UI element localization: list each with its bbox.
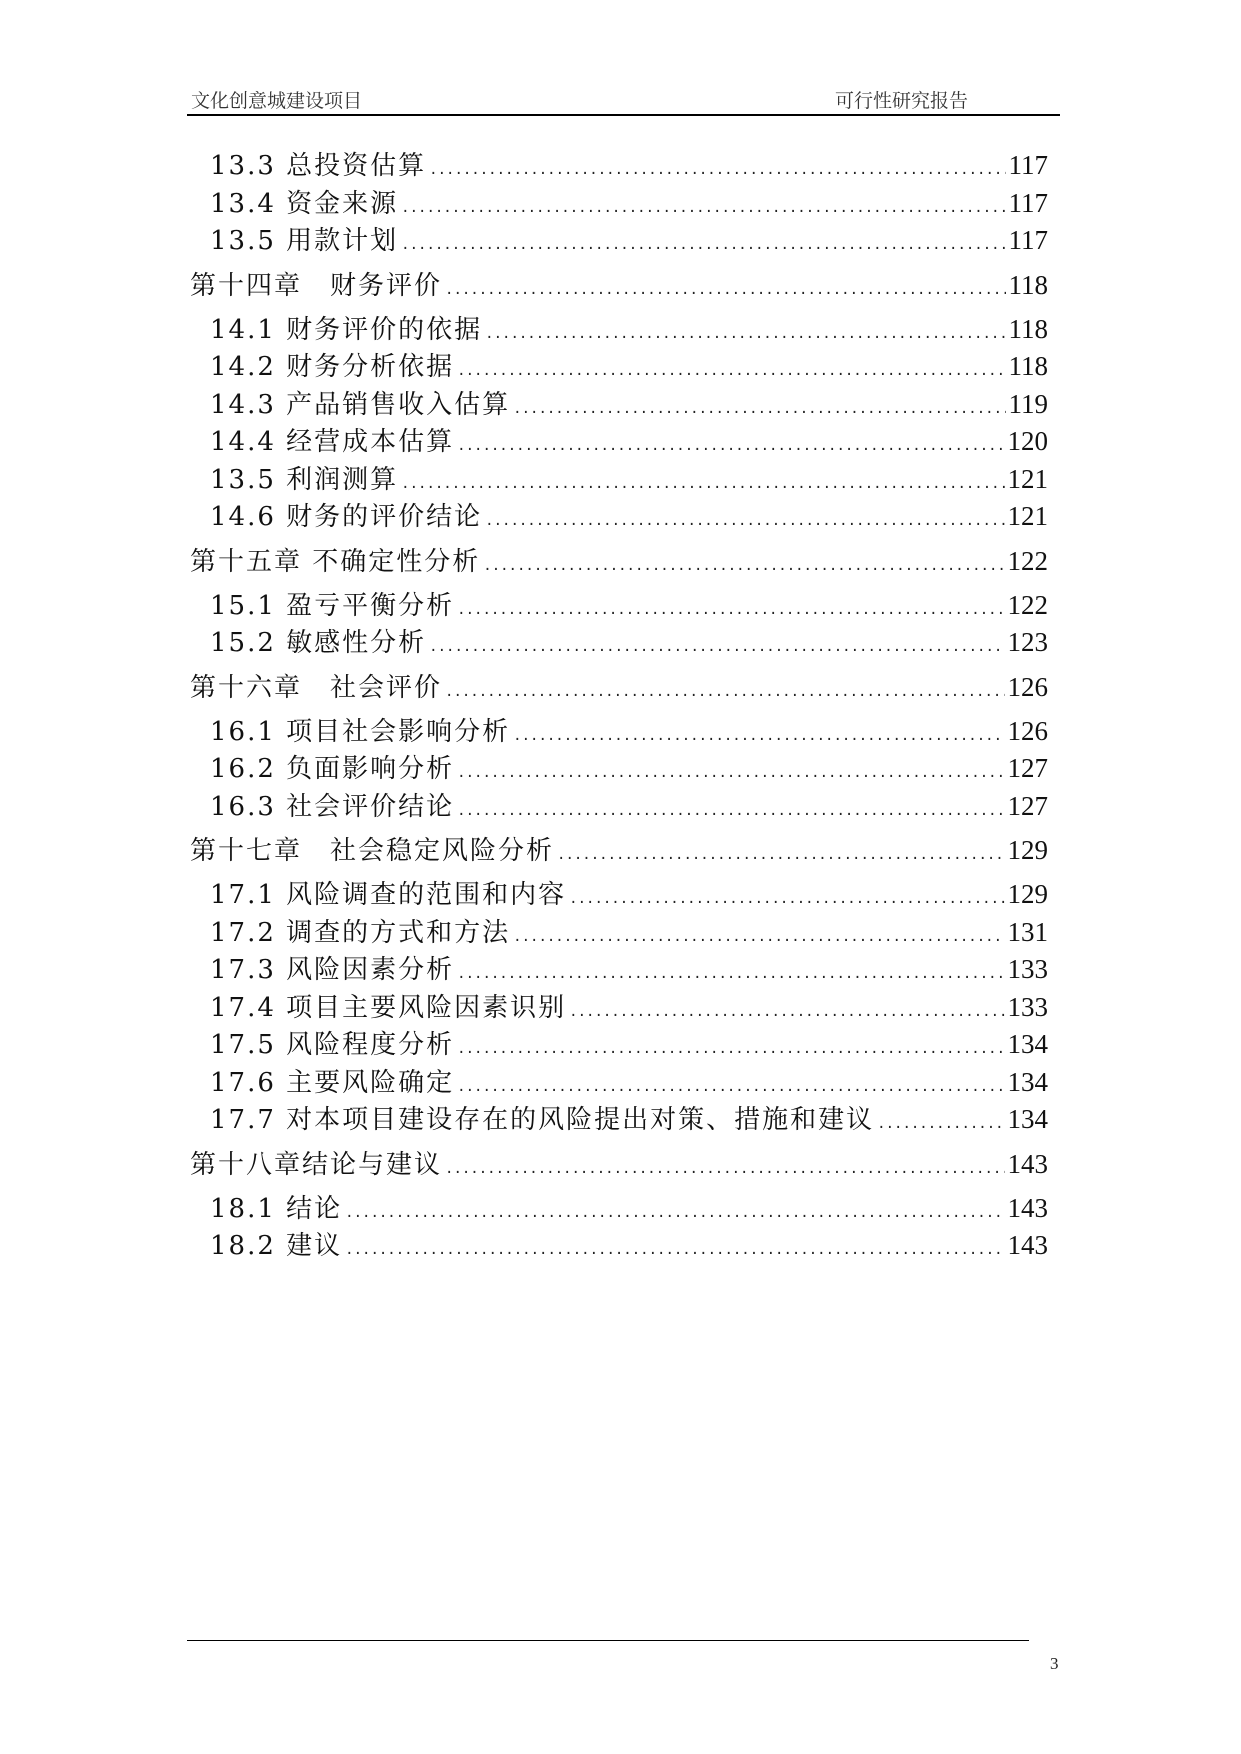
toc-entry-page: 123 [1007,627,1048,657]
toc-entry-page: 118 [1008,269,1048,300]
toc-entry-page: 118 [1008,313,1048,344]
toc-dot-leader [569,881,1004,914]
toc-entry-title: 18.1 结论 [210,1193,343,1224]
toc-chapter-entry[interactable] [190,662,1048,713]
toc-entry-title: 16.1 项目社会影响分析 [210,716,511,747]
toc-entry-title: 17.5 风险程度分析 [210,1030,455,1060]
toc-dot-leader [485,503,1004,536]
toc-dot-leader [445,265,1005,311]
toc-dot-leader [483,541,1004,587]
toc-chapter-entry[interactable] [190,825,1048,876]
toc-dot-leader [457,428,1004,461]
toc-dot-leader [457,1069,1004,1102]
toc-section-entry[interactable] [190,788,1048,826]
toc-entry-title: 14.4 经营成本估算 [210,427,455,457]
toc-section-entry[interactable] [190,1064,1048,1102]
toc-entry-title: 第十七章 社会稳定风险分析 [190,836,555,866]
toc-section-entry[interactable] [190,311,1048,349]
toc-section-entry[interactable] [190,914,1048,952]
toc-dot-leader [401,190,1005,223]
toc-dot-leader [345,1195,1004,1228]
toc-section-entry[interactable] [190,1190,1048,1228]
toc-dot-leader [429,152,1005,185]
toc-entry-page: 143 [1007,1148,1048,1179]
toc-entry-title: 17.3 风险因素分析 [210,955,455,985]
toc-dot-leader [429,629,1004,662]
toc-section-entry[interactable] [190,423,1048,461]
toc-dot-leader [457,592,1004,625]
toc-dot-leader [401,466,1004,499]
toc-entry-page: 143 [1007,1192,1048,1223]
toc-section-entry[interactable] [190,750,1048,788]
toc-dot-leader [513,919,1004,952]
toc-section-entry[interactable] [190,951,1048,989]
toc-chapter-entry[interactable] [190,260,1048,311]
header-report-type: 可行性研究报告 [834,90,968,112]
toc-entry-page: 133 [1007,954,1048,984]
toc-entry-title: 15.1 盈亏平衡分析 [210,590,455,621]
toc-entry-title: 16.3 社会评价结论 [210,791,455,822]
toc-entry-page: 129 [1007,835,1048,865]
toc-entry-page: 126 [1007,671,1048,702]
toc-entry-title: 14.3 产品销售收入估算 [210,389,511,420]
toc-section-entry[interactable] [190,1026,1048,1064]
toc-entry-title: 14.2 财务分析依据 [210,352,455,382]
toc-section-entry[interactable] [190,185,1048,223]
toc-section-entry[interactable] [190,587,1048,625]
toc-dot-leader [401,227,1005,260]
toc-dot-leader [457,353,1005,386]
toc-section-entry[interactable] [190,498,1048,536]
toc-entry-title: 第十五章 不确定性分析 [190,546,481,577]
toc-dot-leader [513,391,1005,424]
toc-section-entry[interactable] [190,1101,1048,1139]
toc-dot-leader [569,994,1004,1027]
toc-entry-page: 117 [1008,187,1048,218]
toc-entry-title: 17.7 对本项目建设存在的风险提出对策、措施和建议 [210,1105,875,1135]
toc-entry-page: 131 [1007,916,1048,947]
toc-dot-leader [557,830,1004,876]
toc-entry-title: 17.1 风险调查的范围和内容 [210,880,567,910]
toc-section-entry[interactable] [190,386,1048,424]
toc-entry-title: 17.4 项目主要风险因素识别 [210,992,567,1023]
toc-section-entry[interactable] [190,461,1048,499]
toc-entry-title: 14.1 财务评价的依据 [210,314,483,345]
toc-entry-title: 第十四章 财务评价 [190,270,443,301]
toc-entry-page: 117 [1008,150,1048,180]
toc-entry-page: 143 [1007,1230,1048,1260]
toc-section-entry[interactable] [190,876,1048,914]
toc-entry-page: 129 [1007,879,1048,909]
toc-entry-page: 134 [1007,1066,1048,1097]
toc-entry-page: 120 [1007,426,1048,456]
toc-chapter-entry[interactable] [190,1139,1048,1190]
toc-entry-title: 13.5 用款计划 [210,226,399,256]
toc-dot-leader [513,718,1004,751]
toc-section-entry[interactable] [190,147,1048,185]
toc-section-entry[interactable] [190,989,1048,1027]
page-number: 3 [1050,1654,1059,1673]
toc-section-entry[interactable] [190,624,1048,662]
footer-divider [187,1640,1029,1641]
toc-dot-leader [485,316,1005,349]
toc-entry-page: 119 [1008,388,1048,419]
toc-dot-leader [345,1232,1004,1265]
toc-dot-leader [445,667,1004,713]
toc-entry-page: 121 [1007,463,1048,494]
toc-entry-title: 17.6 主要风险确定 [210,1067,455,1098]
toc-dot-leader [877,1106,1004,1139]
toc-section-entry[interactable] [190,348,1048,386]
toc-entry-title: 17.2 调查的方式和方法 [210,917,511,948]
toc-entry-title: 15.2 敏感性分析 [210,628,427,658]
toc-entry-title: 13.3 总投资估算 [210,151,427,181]
toc-entry-title: 第十八章结论与建议 [190,1149,443,1180]
toc-dot-leader [457,755,1004,788]
toc-chapter-entry[interactable] [190,536,1048,587]
toc-section-entry[interactable] [190,222,1048,260]
toc-entry-title: 18.2 建议 [210,1231,343,1261]
page-header [187,86,1060,116]
toc-section-entry[interactable] [190,713,1048,751]
toc-section-entry[interactable] [190,1227,1048,1265]
toc-entry-page: 121 [1007,501,1048,531]
toc-entry-title: 13.5 利润测算 [210,464,399,495]
header-project-name: 文化创意城建设项目 [191,90,363,112]
toc-entry-page: 127 [1007,790,1048,821]
table-of-contents [190,147,1048,1265]
toc-entry-page: 117 [1008,225,1048,255]
toc-entry-title: 14.6 财务的评价结论 [210,502,483,532]
toc-dot-leader [457,956,1004,989]
toc-entry-page: 134 [1007,1104,1048,1134]
toc-entry-page: 122 [1007,589,1048,620]
toc-entry-page: 118 [1008,351,1048,381]
toc-entry-title: 第十六章 社会评价 [190,672,443,703]
toc-entry-page: 126 [1007,715,1048,746]
toc-entry-page: 122 [1007,545,1048,576]
toc-dot-leader [457,1031,1004,1064]
toc-dot-leader [457,793,1004,826]
toc-entry-page: 134 [1007,1029,1048,1059]
toc-entry-title: 13.4 资金来源 [210,188,399,219]
toc-entry-page: 127 [1007,753,1048,783]
toc-entry-title: 16.2 负面影响分析 [210,754,455,784]
toc-dot-leader [445,1144,1004,1190]
toc-entry-page: 133 [1007,991,1048,1022]
